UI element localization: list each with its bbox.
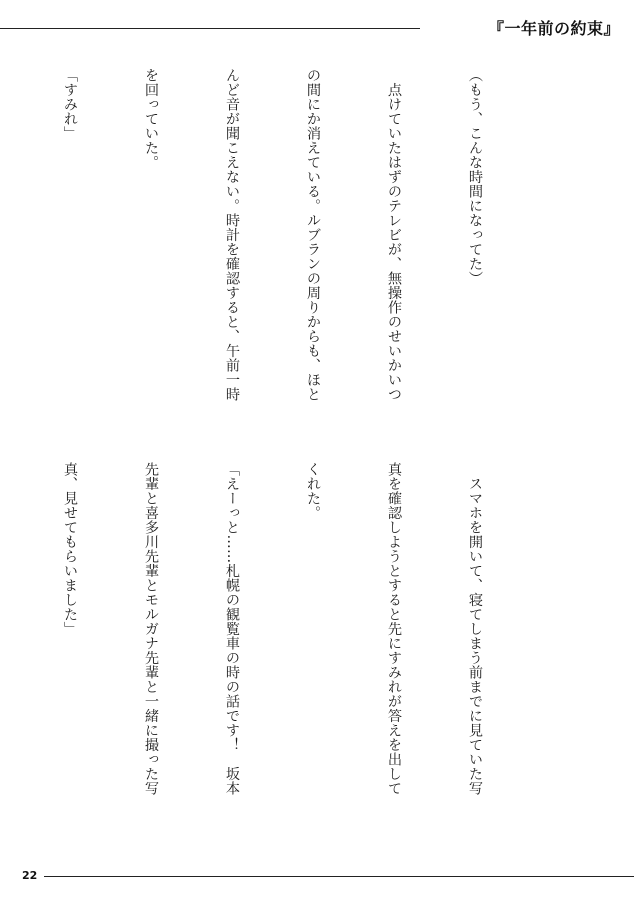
- text-column: [0, 462, 2, 812]
- page-number: 22: [22, 869, 38, 882]
- text-column: の間にか消えている。ルブランの周りからも、ほと: [305, 68, 321, 402]
- text-column: 点けていたはずのテレビが、無操作のせいかいつ: [386, 68, 402, 402]
- chapter-title: 『一年前の約束』: [487, 19, 620, 38]
- text-column: んど音が聞こえない。時計を確認すると、午前一時: [224, 68, 240, 402]
- text-block-top: [0, 68, 542, 418]
- text-column: スマホを開いて、寝てしまう前までに見ていた写: [467, 462, 483, 796]
- text-column: （もう、こんな時間になってた）: [467, 68, 483, 286]
- text-column: [0, 68, 2, 418]
- footer-rule: [44, 876, 634, 877]
- text-column: 「すみれ」: [62, 68, 78, 141]
- text-column: くれた。: [305, 462, 321, 520]
- text-column: 「えーっと……札幌の観覧車の時の話です！ 坂本: [224, 462, 240, 796]
- text-block-bottom: [0, 462, 542, 812]
- text-column: 先輩と喜多川先輩とモルガナ先輩と一緒に撮った写: [143, 462, 159, 796]
- text-column: 真を確認しようとすると先にすみれが答えを出して: [386, 462, 402, 796]
- text-column: を回っていた。: [143, 68, 159, 170]
- header-rule: [0, 28, 420, 29]
- text-column: 真、見せてもらいました」: [62, 462, 78, 636]
